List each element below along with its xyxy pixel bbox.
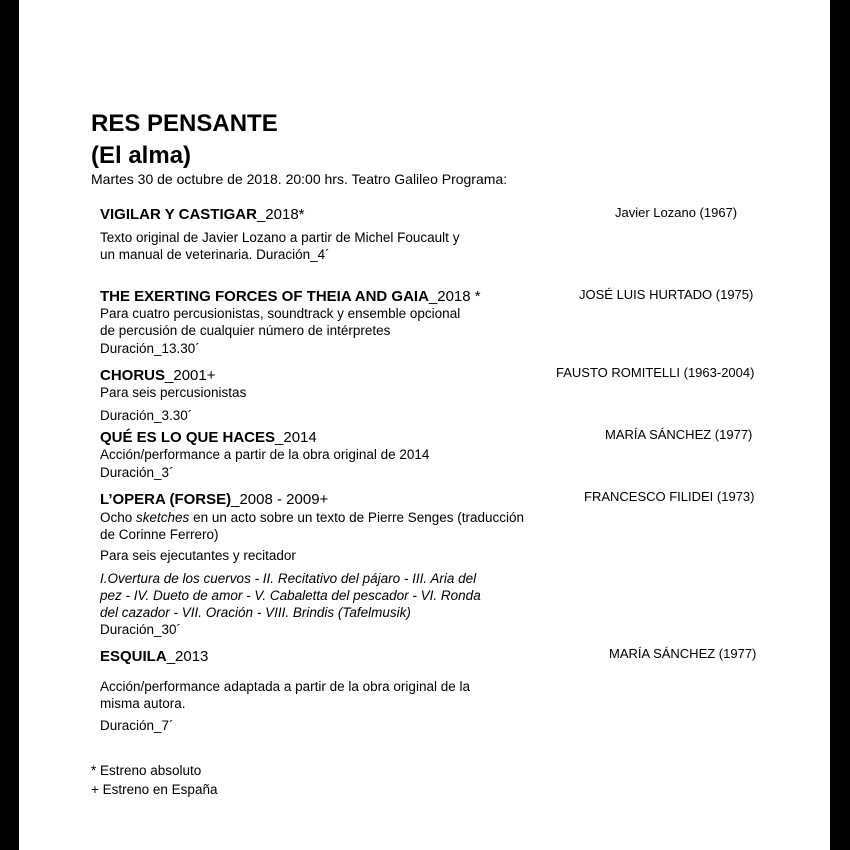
footnote-premiere: * Estreno absoluto bbox=[91, 763, 202, 778]
work-title-line bbox=[100, 491, 328, 508]
work-title-line bbox=[100, 429, 317, 446]
work-title: THE EXERTING FORCES OF THEIA AND GAIA bbox=[100, 288, 429, 305]
work-duration: Duración_3.30´ bbox=[100, 408, 193, 423]
work-duration: Duración_7´ bbox=[100, 718, 174, 733]
work-duration: Duración_3´ bbox=[100, 465, 174, 480]
work-description: de percusión de cualquier número de intérpretes bbox=[100, 323, 391, 338]
work-description: Acción/performance a partir de la obra original de 2014 bbox=[100, 447, 430, 462]
work-title: ESQUILA bbox=[100, 648, 167, 665]
work-year: _2008 - 2009+ bbox=[231, 491, 329, 508]
work-title: CHORUS bbox=[100, 367, 166, 384]
work-composer: MARÍA SÁNCHEZ (1977) bbox=[605, 427, 753, 442]
work-description: Acción/performance adaptada a partir de la obra original de la bbox=[100, 679, 470, 694]
page-subtitle: (El alma) bbox=[91, 142, 192, 169]
work-composer: FRANCESCO FILIDEI (1973) bbox=[584, 489, 755, 504]
work-title: L’OPERA (FORSE) bbox=[100, 491, 232, 508]
work-composer: JOSÉ LUIS HURTADO (1975) bbox=[579, 287, 754, 302]
work-description: misma autora. bbox=[100, 696, 186, 711]
work-year: _2018* bbox=[256, 206, 305, 223]
footnote-spain-premiere: + Estreno en España bbox=[91, 782, 218, 797]
work-year: _2018 * bbox=[428, 288, 481, 305]
work-year: _2001+ bbox=[165, 367, 216, 384]
page-title: RES PENSANTE bbox=[91, 110, 278, 137]
work-title-line bbox=[100, 367, 216, 384]
work-duration: Duración_13.30´ bbox=[100, 341, 200, 356]
work-title: QUÉ ES LO QUE HACES bbox=[100, 429, 276, 446]
work-title: VIGILAR Y CASTIGAR bbox=[100, 206, 257, 223]
work-title-line bbox=[100, 648, 208, 665]
work-composer: MARÍA SÁNCHEZ (1977) bbox=[609, 646, 757, 661]
work-movements: I.Overtura de los cuervos - II. Recitativo del pájaro - III. Aria del bbox=[100, 571, 477, 586]
work-description: Texto original de Javier Lozano a partir de Michel Foucault y bbox=[100, 230, 460, 245]
program-page bbox=[19, 0, 830, 850]
work-description: Para seis percusionistas bbox=[100, 385, 247, 400]
work-title-line bbox=[100, 206, 305, 223]
work-description: Ocho sketches en un acto sobre un texto de Pierre Senges (traducción bbox=[100, 510, 525, 525]
work-description: de Corinne Ferrero) bbox=[100, 527, 219, 542]
work-title-line bbox=[100, 288, 481, 305]
work-movements: del cazador - VII. Oración - VIII. Brindis (Tafelmusik) bbox=[100, 605, 411, 620]
work-year: _2013 bbox=[166, 648, 209, 665]
work-movements: pez - IV. Dueto de amor - V. Cabaletta del pescador - VI. Ronda bbox=[100, 588, 481, 603]
event-info: Martes 30 de octubre de 2018. 20:00 hrs. Teatro Galileo Programa: bbox=[91, 171, 508, 187]
work-year: _2014 bbox=[275, 429, 317, 446]
work-duration: Duración_30´ bbox=[100, 622, 182, 637]
work-composer: FAUSTO ROMITELLI (1963-2004) bbox=[556, 365, 755, 380]
work-composer: Javier Lozano (1967) bbox=[615, 205, 738, 220]
work-description: un manual de veterinaria. Duración_4´ bbox=[100, 247, 330, 262]
work-description: Para cuatro percusionistas, soundtrack y ensemble opcional bbox=[100, 306, 461, 321]
work-description: Para seis ejecutantes y recitador bbox=[100, 548, 296, 563]
